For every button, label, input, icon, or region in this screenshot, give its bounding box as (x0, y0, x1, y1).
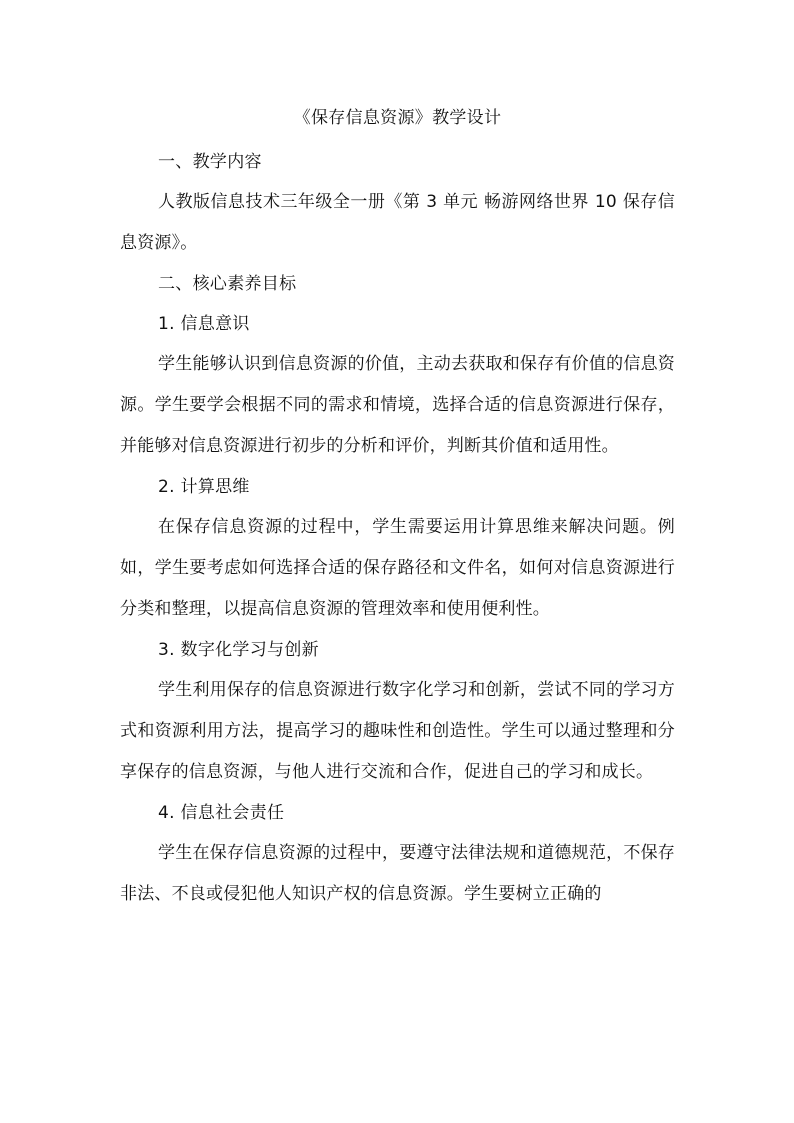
information-social-responsibility-paragraph: 学生在保存信息资源的过程中，要遵守法律法规和道德规范，不保存非法、不良或侵犯他人知识产权的信息资源。学生要树立正确的 (120, 843, 675, 904)
digital-learning-innovation-paragraph: 学生利用保存的信息资源进行数字化学习和创新，尝试不同的学习方式和资源利用方法，提高学习的趣味性和创造性。学生可以通过整理和分享保存的信息资源，与他人进行交流和合作，促进自己的学习和成长。 (120, 680, 675, 782)
computational-thinking-paragraph: 在保存信息资源的过程中，学生需要运用计算思维来解决问题。例如，学生要考虑如何选择合适的保存路径和文件名，如何对信息资源进行分类和整理，以提高信息资源的管理效率和使用便利性。 (120, 517, 675, 619)
teaching-content-paragraph: 人教版信息技术三年级全一册《第 3 单元 畅游网络世界 10 保存信息资源》。 (120, 192, 675, 253)
subheading-computational-thinking: 2. 计算思维 (158, 477, 250, 497)
information-awareness-paragraph: 学生能够认识到信息资源的价值，主动去获取和保存有价值的信息资源。学生要学会根据不同的需求和情境，选择合适的信息资源进行保存，并能够对信息资源进行初步的分析和评价，判断其价值和适用性。 (120, 354, 675, 456)
subheading-information-awareness: 1. 信息意识 (158, 314, 250, 334)
section-heading-teaching-content: 一、教学内容 (158, 152, 262, 172)
subheading-digital-learning-innovation: 3. 数字化学习与创新 (158, 640, 319, 660)
subheading-information-social-responsibility: 4. 信息社会责任 (158, 803, 285, 823)
section-heading-core-literacy-goals: 二、核心素养目标 (158, 274, 297, 294)
document-content (120, 100, 675, 915)
document-title: 《保存信息资源》教学设计 (293, 108, 502, 128)
